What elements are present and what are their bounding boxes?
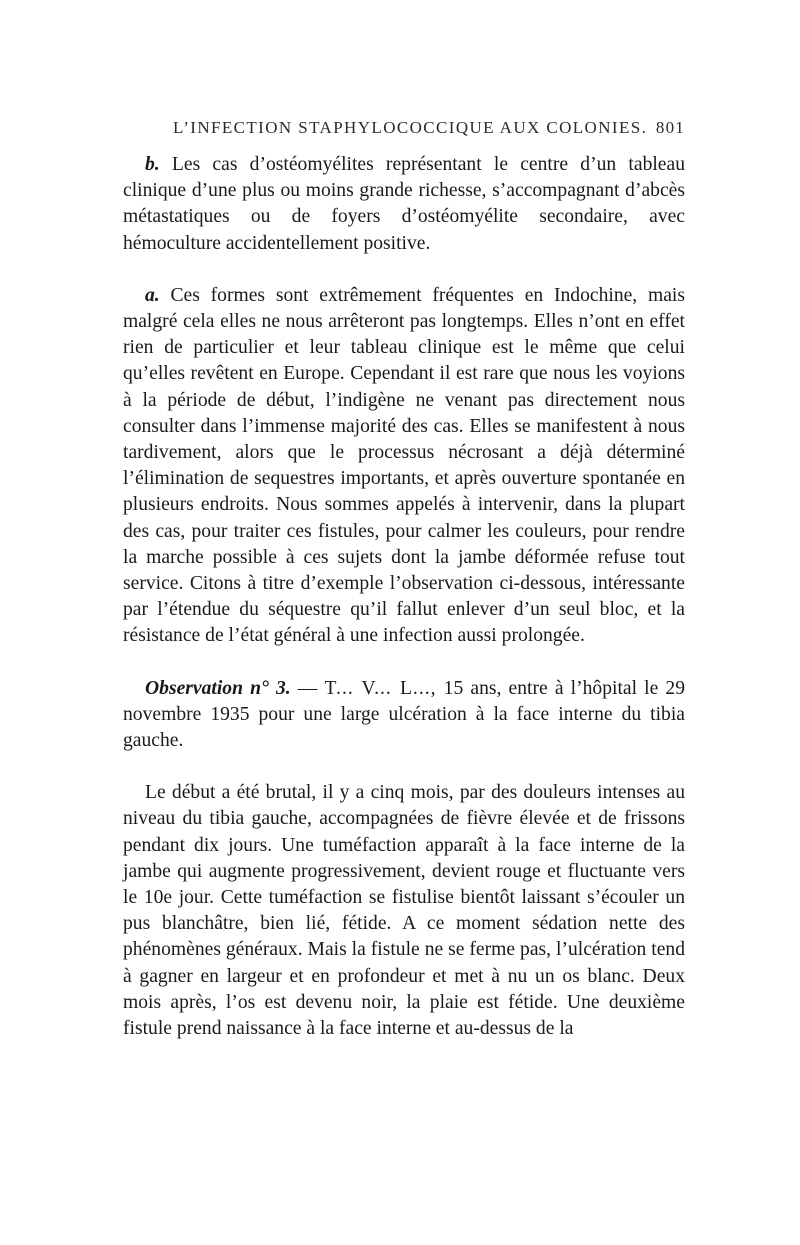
paragraph-marker: a. (145, 284, 160, 306)
paragraph-history (123, 780, 685, 1042)
paragraph-a (123, 283, 685, 650)
running-header (173, 118, 685, 138)
body-text (123, 152, 685, 1042)
paragraph-text: Les cas d’ostéomyélites représentant le centre d’un tableau clinique d’une plus ou moins grande richesse, s’accompagnant d’abcès métastatiques ou de foyers d’ostéomyélite secondaire, avec hémoculture accidentellement positive. (123, 154, 685, 254)
paragraph-text: Ces formes sont extrêmement fréquentes en Indochine, mais malgré cela elles ne nous arrêteront pas longtemps. Elles n’ont en effet rien de particulier et leur tableau clinique est le même que celui qu’elles revêtent en Europe. Cependant il est rare que nous les voyions à la période de début, l’indigène ne venant pas directement nous consulter dans l’immense majorité des cas. Elles se manifestent à nous tardivement, alors que le processus nécrosant a déjà déterminé l’élimination de sequestres importants, et après ouverture spontanée en plusieurs endroits. Nous sommes appelés à intervenir, dans la plupart des cas, pour traiter ces fistules, pour calmer les couleurs, pour rendre la marche possible à ces sujets dont la jambe déformée refuse tout service. Citons à titre d’exemple l’observation ci-dessous, intéressante par l’étendue du séquestre qu’il fallut enlever d’un seul bloc, et la résistance de l’état général à une infection aussi prolongée. (123, 284, 685, 647)
running-title: L’INFECTION STAPHYLOCOCCIQUE AUX COLONIES. (173, 118, 648, 137)
patient-initials: T... V... L..., (324, 677, 437, 699)
observation-dash: — (297, 677, 318, 699)
paragraph-b (123, 152, 685, 257)
page-number: 801 (655, 118, 685, 137)
paragraph-text: 15 ans, entre à l’hôpital le 29 novembre 1935 pour une large ulcération à la face interne du tibia gauche. (123, 677, 686, 752)
paragraph-observation (123, 676, 685, 755)
paragraph-marker: b. (145, 154, 160, 175)
paragraph-text: Le début a été brutal, il y a cinq mois, par des douleurs intenses au niveau du tibia gauche, accompagnées de fièvre élevée et de frissons pendant dix jours. Une tuméfaction apparaît à la face interne de la jambe qui augmente progressivement, devient rouge et fluctuante vers le 10e jour. Cette tuméfaction se fistulise bientôt laissant s’écouler un pus blanchâtre, bien lié, fétide. A ce moment sédation nette des phénomènes généraux. Mais la fistule ne se ferme pas, l’ulcération tend à gagner en largeur et en profondeur et met à nu un os blanc. Deux mois après, l’os est devenu noir, la plaie est fétide. Une deuxième fistule prend naissance à la face interne et au-dessus de la (123, 782, 685, 1040)
observation-label: Observation n° 3. (145, 677, 291, 699)
